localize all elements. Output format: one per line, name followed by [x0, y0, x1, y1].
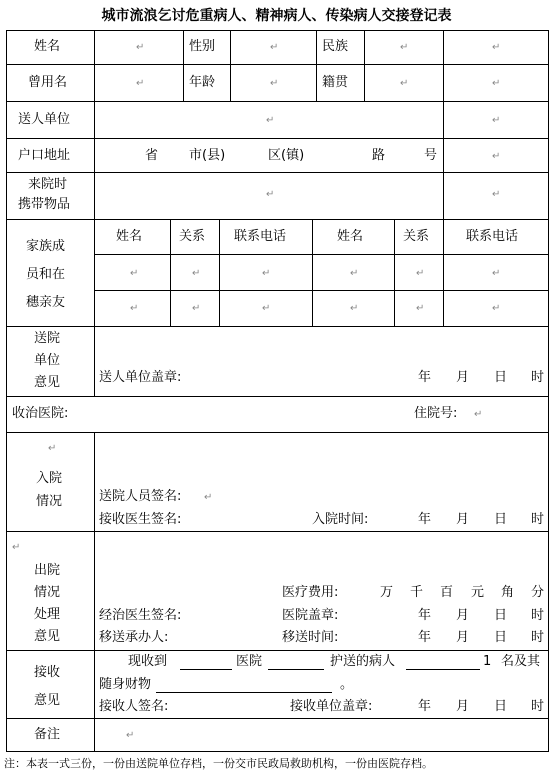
opinion-day: 日: [494, 370, 508, 385]
opinion-label-line1: 送院: [34, 331, 61, 346]
transfer-day: 日: [494, 630, 508, 645]
family-cell[interactable]: ↵: [416, 303, 425, 314]
inpatient-number-label: 住院号:: [414, 406, 458, 421]
admission-hour: 时: [531, 512, 545, 527]
address-number-unit: 号: [424, 148, 438, 163]
fee-unit-qian: 千: [410, 585, 424, 600]
photo-cell-2: ↵: [492, 78, 501, 89]
native-place-label: 籍贯: [322, 75, 349, 90]
receipt-label-line1: 接收: [34, 665, 61, 680]
fee-unit-fen: 分: [531, 585, 545, 600]
family-label-line1: 家族成: [26, 239, 66, 254]
escorted-patient-text: 护送的病人: [330, 654, 396, 669]
belongings-line-text: 随身财物: [99, 677, 152, 692]
remarks-label: 备注: [34, 727, 61, 742]
family-cell[interactable]: ↵: [492, 268, 501, 279]
family-cell[interactable]: ↵: [130, 268, 139, 279]
discharge-mark: ↵: [12, 542, 21, 553]
transfer-month: 月: [456, 630, 470, 645]
family-cell[interactable]: ↵: [492, 303, 501, 314]
opinion-month: 月: [456, 370, 470, 385]
discharge-label-line1: 出院: [34, 563, 61, 578]
admission-label-line1: 入院: [36, 471, 63, 486]
patient-count: 1: [483, 654, 492, 669]
household-address-label: 户口地址: [18, 148, 71, 163]
sending-unit-field[interactable]: ↵: [266, 115, 275, 126]
family-label-line3: 穗亲友: [26, 295, 66, 310]
photo-cell-5: ↵: [492, 189, 501, 200]
seal-year: 年: [418, 608, 432, 623]
inpatient-number-field[interactable]: ↵: [474, 409, 483, 420]
family-header-relation-2: 关系: [403, 229, 430, 244]
receipt-label-line2: 意见: [34, 693, 61, 708]
gender-label: 性别: [189, 39, 216, 54]
family-cell[interactable]: ↵: [350, 268, 359, 279]
hospital-label: 收治医院:: [12, 406, 69, 421]
escort-sign-field[interactable]: ↵: [204, 492, 213, 503]
attending-doctor-sign-label: 经治医生签名:: [99, 608, 182, 623]
discharge-label-line4: 意见: [34, 629, 61, 644]
receiver-unit-seal-label: 接收单位盖章:: [290, 699, 373, 714]
age-label: 年龄: [189, 75, 216, 90]
former-name-label: 曾用名: [28, 75, 68, 90]
escort-sign-label: 送院人员签名:: [99, 489, 182, 504]
remarks-field[interactable]: ↵: [126, 730, 135, 741]
gender-field[interactable]: ↵: [270, 42, 279, 53]
belongings-field[interactable]: ↵: [266, 189, 275, 200]
transfer-time-label: 移送时间:: [282, 630, 339, 645]
family-header-phone-2: 联系电话: [466, 229, 519, 244]
hospital-name-blank[interactable]: [180, 669, 232, 670]
footnote: 注：本表一式三份，一份由送院单位存档，一份交市民政局救助机构，一份由医院存档。: [4, 757, 433, 770]
seal-day: 日: [494, 608, 508, 623]
seal-month: 月: [456, 608, 470, 623]
form-title: 城市流浪乞讨危重病人、精神病人、传染病人交接登记表: [101, 8, 452, 24]
and-belongings-text: 名及其: [501, 654, 541, 669]
family-cell[interactable]: ↵: [192, 268, 201, 279]
belongings-period: 。: [340, 677, 354, 692]
family-header-name-2: 姓名: [337, 229, 364, 244]
address-city-unit: 市(县): [189, 148, 226, 163]
belongings-label-line1: 来院时: [28, 177, 68, 192]
former-name-field[interactable]: ↵: [136, 78, 145, 89]
admission-year: 年: [418, 512, 432, 527]
unit-seal-label: 送人单位盖章:: [99, 370, 182, 385]
fee-unit-yuan: 元: [471, 585, 485, 600]
hospital-word: 医院: [236, 654, 263, 669]
transfer-year: 年: [418, 630, 432, 645]
medical-fee-label: 医疗费用:: [282, 585, 339, 600]
opinion-label-line3: 意见: [34, 375, 61, 390]
hospital-seal-label: 医院盖章:: [282, 608, 339, 623]
family-header-name-1: 姓名: [116, 229, 143, 244]
family-label-line2: 员和在: [26, 267, 66, 282]
discharge-label-line3: 处理: [34, 607, 61, 622]
seal-hour: 时: [531, 608, 545, 623]
opinion-label-line2: 单位: [34, 353, 61, 368]
photo-cell-1: ↵: [492, 42, 501, 53]
admission-day: 日: [494, 512, 508, 527]
discharge-label-line2: 情况: [34, 585, 61, 600]
admission-label-line2: 情况: [36, 494, 63, 509]
sending-unit-label: 送人单位: [18, 112, 71, 127]
belongings-label-line2: 携带物品: [18, 197, 71, 212]
opinion-year: 年: [418, 370, 432, 385]
family-cell[interactable]: ↵: [130, 303, 139, 314]
receiver-sign-label: 接收人签名:: [99, 699, 169, 714]
family-cell[interactable]: ↵: [262, 268, 271, 279]
family-cell[interactable]: ↵: [350, 303, 359, 314]
photo-cell-3: ↵: [492, 115, 501, 126]
receipt-hour: 时: [531, 699, 545, 714]
ethnicity-label: 民族: [322, 39, 349, 54]
fee-unit-wan: 万: [380, 585, 394, 600]
receiving-doctor-sign-label: 接收医生签名:: [99, 512, 182, 527]
belongings-blank[interactable]: [156, 692, 332, 693]
address-district-unit: 区(镇): [268, 148, 305, 163]
receipt-day: 日: [494, 699, 508, 714]
admission-mark: ↵: [48, 443, 57, 454]
family-header-phone-1: 联系电话: [234, 229, 287, 244]
admission-time-label: 入院时间:: [312, 512, 369, 527]
patient-name-blank[interactable]: [406, 669, 480, 670]
family-header-relation-1: 关系: [179, 229, 206, 244]
receipt-month: 月: [456, 699, 470, 714]
name-label: 姓名: [34, 39, 61, 54]
address-province-unit: 省: [145, 148, 159, 163]
fee-unit-jiao: 角: [501, 585, 515, 600]
transfer-hour: 时: [531, 630, 545, 645]
ethnicity-field[interactable]: ↵: [400, 42, 409, 53]
fee-unit-bai: 百: [440, 585, 454, 600]
age-field[interactable]: ↵: [270, 78, 279, 89]
family-cell[interactable]: ↵: [416, 268, 425, 279]
opinion-hour: 时: [531, 370, 545, 385]
name-field[interactable]: ↵: [136, 42, 145, 53]
family-cell[interactable]: ↵: [192, 303, 201, 314]
transfer-handler-label: 移送承办人:: [99, 630, 169, 645]
native-place-field[interactable]: ↵: [400, 78, 409, 89]
escort-unit-blank[interactable]: [268, 669, 324, 670]
family-cell[interactable]: ↵: [262, 303, 271, 314]
received-at-text: 现收到: [128, 654, 168, 669]
admission-month: 月: [456, 512, 470, 527]
photo-cell-4: ↵: [492, 151, 501, 162]
address-road-unit: 路: [372, 148, 386, 163]
receipt-year: 年: [418, 699, 432, 714]
